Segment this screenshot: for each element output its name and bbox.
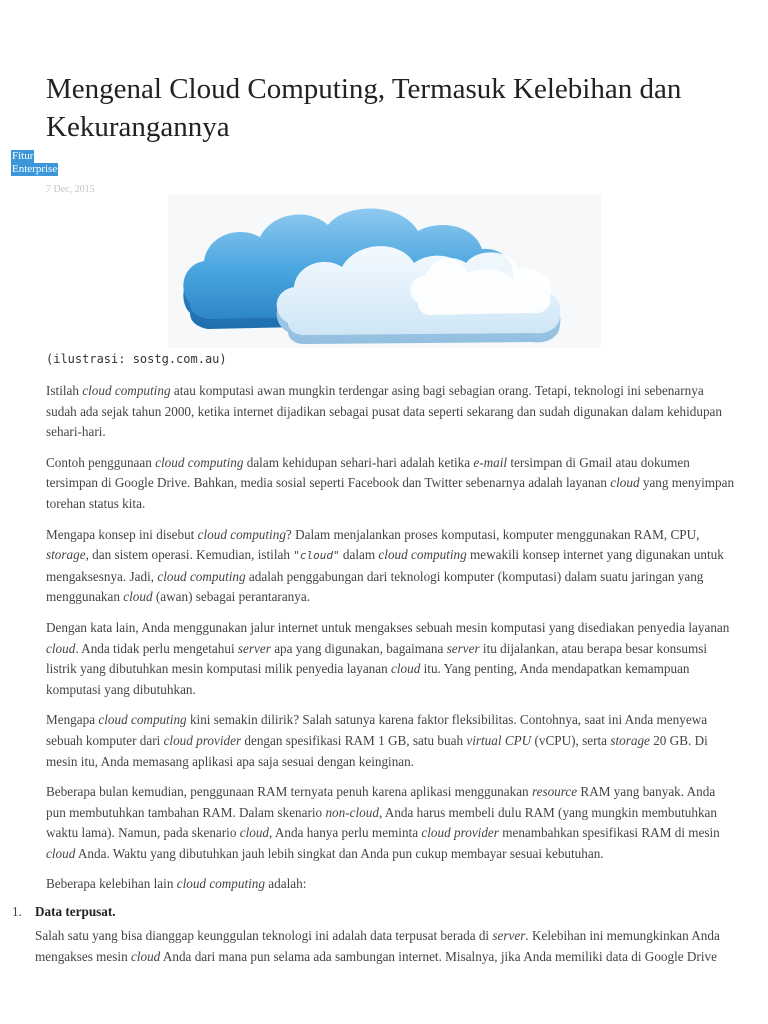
publish-date: 7 Dec, 2015 [46,184,95,195]
paragraph-7: Beberapa kelebihan lain cloud computing adalah: [46,876,307,892]
article-title: Mengenal Cloud Computing, Termasuk Kelebihan dan Kekurangannya [46,73,682,143]
paragraph-6: Beberapa bulan kemudian, penggunaan RAM ternyata penuh karena aplikasi menggunakan resource RAM yang banyak. Anda pun membutuhkan tambahan RAM. Dalam skenario non-cloud, Anda harus membeli dulu RAM (yang mungkin membutuhkan waktu lama). Namun, pada skenario cloud, Anda hanya perlu meminta cloud provider menambahkan spesifikasi RAM di mesin cloud Anda. Waktu yang dibutuhkan jauh lebih singkat dan Anda pun cukup membayar sesuai kebutuhan. [46,784,720,861]
article-body [46,381,736,905]
paragraph-5: Mengapa cloud computing kini semakin dilirik? Salah satunya karena faktor fleksibilitas. Contohnya, saat ini Anda menyewa sebuah komputer dari cloud provider dengan spesifikasi RAM 1 GB, satu buah virtual CPU (vCPU), serta storage 20 GB. Di mesin itu, Anda memasang aplikasi apa saja sesuai dengan keinginan. [46,712,708,769]
category-tags [11,150,58,176]
cloud-illustration [168,195,601,348]
tag-enterprise[interactable]: Enterprise [12,163,58,175]
paragraph-3: Mengapa konsep ini disebut cloud computing? Dalam menjalankan proses komputasi, komputer menggunakan RAM, CPU, storage, dan sistem operasi. Kemudian, istilah "cloud" dalam cloud computing mewakili konsep internet yang digunakan untuk mengaksesnya. Jadi, cloud computing adalah penggabungan dari teknologi komputer (komputasi) dalam suatu jaringan yang menggunakan cloud (awan) sebagai perantaranya. [46,526,724,605]
advantages-list [0,904,740,967]
list-item [0,904,740,967]
list-item-text: Salah satu yang bisa dianggap keunggulan teknologi ini adalah data terpusat berada di server. Kelebihan ini memungkinkan Anda mengakses mesin cloud Anda dari mana pun selama ada sambungan internet. Misalnya, jika Anda memiliki data di Google Drive [35,928,720,964]
paragraph-1: Istilah cloud computing atau komputasi awan mungkin terdengar asing bagi sebagian orang. Tetapi, teknologi ini sebenarnya sudah ada sejak tahun 2000, ketika internet dijadikan sebagai pusat data seperti sekarang dan sudah digunakan dalam kehidupan sehari-hari. [46,383,723,440]
paragraph-4: Dengan kata lain, Anda menggunakan jalur internet untuk mengakses sebuah mesin komputasi yang disediakan penyedia layanan cloud. Anda tidak perlu mengetahui server apa yang digunakan, bagaimana server itu dijalankan, atau berapa besar konsumsi listrik yang dibutuhkan mesin komputasi milik penyedia layanan cloud itu. Yang penting, Anda mendapatkan kemampuan komputasi yang dibutuhkan. [46,619,730,697]
image-caption: (ilustrasi: sostg.com.au) [46,352,227,366]
tag-fitur[interactable]: Fitur [12,150,34,162]
list-number: 1. [12,904,22,919]
paragraph-2: Contoh penggunaan cloud computing dalam kehidupan sehari-hari adalah ketika e-mail tersimpan di Gmail atau dokumen tersimpan di Google Drive. Bahkan, media sosial seperti Facebook dan Twitter sebenarnya adalah layanan cloud yang menyimpan torehan status kita. [46,454,735,511]
list-item-title: Data terpusat. [35,904,116,919]
